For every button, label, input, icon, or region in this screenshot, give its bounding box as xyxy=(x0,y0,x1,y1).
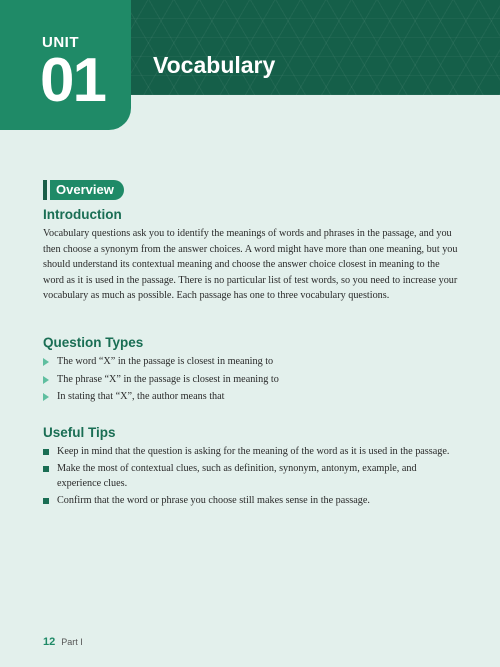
tip-item xyxy=(43,444,457,460)
tip-item xyxy=(43,493,457,509)
question-type-text: The word “X” in the passage is closest in meaning to xyxy=(57,356,274,367)
triangle-bullet-icon xyxy=(43,358,49,366)
introduction-heading: Introduction xyxy=(43,207,122,222)
useful-tips-list xyxy=(43,444,457,509)
question-types-heading: Question Types xyxy=(43,335,144,350)
question-types-list xyxy=(43,354,279,407)
question-type-item xyxy=(43,372,279,388)
question-type-item xyxy=(43,354,279,370)
tip-text: Confirm that the word or phrase you choose still makes sense in the passage. xyxy=(57,494,370,506)
tip-text: Make the most of contextual clues, such as definition, synonym, antonym, example, and experience clues. xyxy=(57,462,417,489)
square-bullet-icon xyxy=(43,466,49,472)
overview-bar xyxy=(43,180,47,200)
overview-label: Overview xyxy=(50,180,124,200)
part-label: Part I xyxy=(61,637,83,647)
question-type-text: In stating that “X”, the author means that xyxy=(57,391,225,402)
useful-tips-heading: Useful Tips xyxy=(43,425,116,440)
triangle-bullet-icon xyxy=(43,393,49,401)
tip-item xyxy=(43,461,457,492)
introduction-text: Vocabulary questions ask you to identify the meanings of words and phrases in the passage, and you then choose a synonym from the answer choices. A word might have more than one meaning, but you should understand its contextual meaning and choose the answer choice closest in meaning to the word as it is used in the passage. There is no particular list of test words, so you need to increase your vocabulary as much as possible. Each passage has one to three vocabulary questions. xyxy=(43,228,458,301)
unit-label: UNIT xyxy=(42,34,79,51)
unit-number: 01 xyxy=(40,46,105,115)
overview-badge xyxy=(43,180,124,200)
page-footer xyxy=(43,636,83,648)
question-type-item xyxy=(43,389,279,405)
page-number: 12 xyxy=(43,636,56,648)
unit-tab xyxy=(0,0,131,130)
question-type-text: The phrase “X” in the passage is closest in meaning to xyxy=(57,373,279,385)
tip-text: Keep in mind that the question is asking for the meaning of the word as it is used in the passage. xyxy=(57,446,450,457)
unit-title: Vocabulary xyxy=(153,52,276,78)
square-bullet-icon xyxy=(43,498,49,504)
square-bullet-icon xyxy=(43,449,49,455)
triangle-bullet-icon xyxy=(43,376,49,384)
